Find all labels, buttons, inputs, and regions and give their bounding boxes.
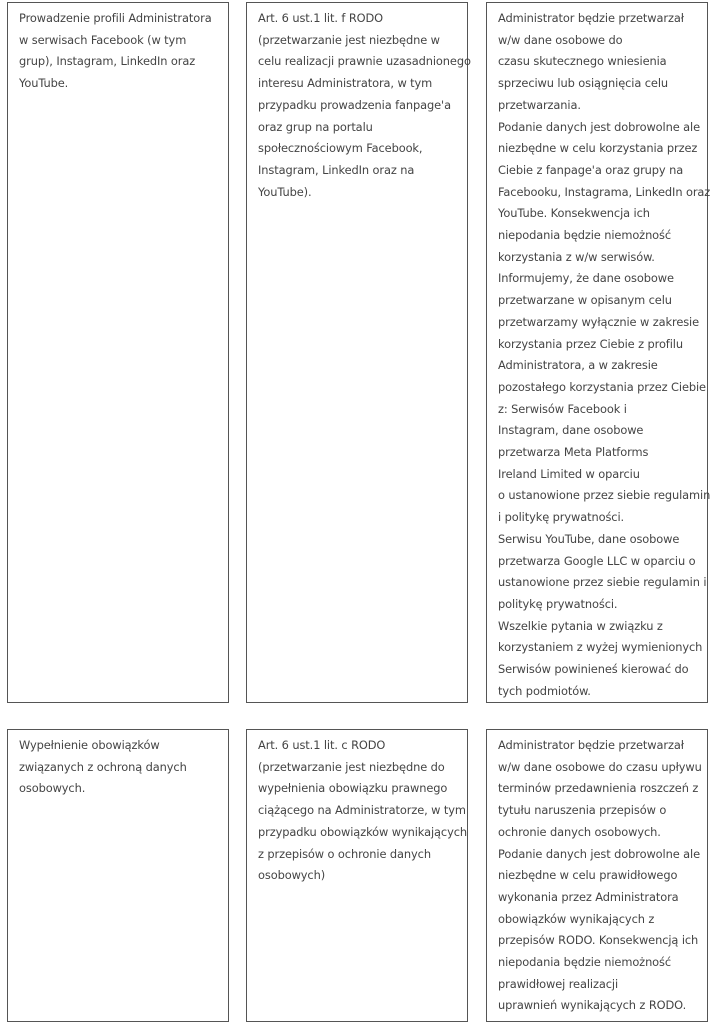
text-line: przetwarzamy wyłącznie w zakresie (498, 314, 700, 329)
row2-purpose-cell (7, 729, 229, 1022)
text-line: korzystaniem z wyżej wymienionych (498, 640, 703, 655)
text-line: ochronie danych osobowych. (498, 824, 661, 839)
text-line: Ciebie z fanpage'a oraz grupy na (498, 162, 684, 177)
text-line: z przepisów o ochronie danych (258, 846, 431, 861)
text-line: ciążącego na Administratorze, w tym (258, 803, 466, 818)
text-line: związanych z ochroną danych (19, 759, 187, 774)
text-line: Administrator będzie przetwarzał (498, 738, 684, 752)
text-line: niezbędne w celu prawidłowego (498, 868, 678, 883)
text-line: przypadku prowadzenia fanpage'a (258, 97, 451, 112)
text-line: Podanie danych jest dobrowolne ale (498, 846, 701, 861)
text-line: uprawnień wynikających z RODO. (498, 998, 687, 1013)
text-line: Administrator będzie przetwarzał (498, 11, 684, 25)
text-line: Art. 6 ust.1 lit. f RODO (258, 11, 384, 25)
text-line: niepodania będzie niemożność (498, 955, 672, 970)
text-line: w/w dane osobowe do czasu upływu (498, 759, 702, 774)
text-line: przetwarzania. (498, 97, 581, 112)
text-line: (przetwarzanie jest niezbędne do (258, 759, 445, 774)
text-line: Facebooku, Instagrama, LinkedIn oraz (498, 184, 711, 199)
text-line: w/w dane osobowe do (498, 32, 623, 47)
text-line: o ustanowione przez siebie regulamin (498, 488, 711, 503)
text-line: przetwarzane w opisanym celu (498, 293, 672, 308)
text-line: przypadku obowiązków wynikających (258, 824, 468, 839)
text-line: w serwisach Facebook (w tym (19, 32, 187, 47)
text-line: korzystania przez Ciebie z profilu (498, 336, 683, 351)
text-line: ustanowione przez siebie regulamin i (498, 575, 707, 590)
text-line: politykę prywatności. (498, 596, 618, 611)
text-line: prawidłowej realizacji (498, 976, 619, 991)
text-line: wykonania przez Administratora (498, 889, 679, 904)
text-line: Instagram, LinkedIn oraz na (258, 162, 415, 177)
row2-retention-cell (486, 729, 708, 1022)
text-line: YouTube. (19, 76, 69, 91)
text-line: czasu skutecznego wniesienia (498, 54, 667, 69)
text-line: celu realizacji prawnie uzasadnionego (258, 54, 471, 69)
row1-legal-basis-cell (246, 2, 471, 703)
text-line: Ireland Limited w oparciu (498, 466, 640, 481)
text-line: Instagram, dane osobowe (498, 423, 644, 438)
text-line: przetwarza Meta Platforms (498, 445, 649, 460)
text-line: Prowadzenie profili Administratora (19, 11, 212, 25)
text-line: przetwarza Google LLC w oparciu o (498, 553, 696, 568)
text-line: Serwisów powinieneś kierować do (498, 662, 689, 677)
text-line: Podanie danych jest dobrowolne ale (498, 119, 701, 134)
text-line: społecznościowym Facebook, (258, 141, 423, 156)
text-line: osobowych. (19, 781, 86, 796)
text-line: niepodania będzie niemożność (498, 228, 672, 243)
text-line: Informujemy, że dane osobowe (498, 271, 674, 286)
text-line: tych podmiotów. (498, 683, 591, 698)
text-line: YouTube). (258, 184, 312, 199)
text-line: Administratora, a w zakresie (498, 358, 658, 373)
row1-retention-cell (486, 2, 711, 703)
text-line: oraz grup na portalu (258, 119, 373, 134)
text-line: sprzeciwu lub osiągnięcia celu (498, 76, 669, 91)
text-line: Art. 6 ust.1 lit. c RODO (258, 738, 386, 752)
text-line: obowiązków wynikających z (498, 911, 655, 926)
text-line: Serwisu YouTube, dane osobowe (498, 531, 680, 546)
text-line: z: Serwisów Facebook i (498, 401, 627, 416)
text-line: korzystania z w/w serwisów. (498, 249, 655, 264)
text-line: pozostałego korzystania przez Ciebie (498, 379, 706, 394)
text-line: niezbędne w celu korzystania przez (498, 141, 698, 156)
text-line: i politykę prywatności. (498, 510, 625, 525)
row2-legal-basis-cell (246, 729, 468, 1022)
text-line: osobowych) (258, 868, 326, 883)
text-line: Wszelkie pytania w związku z (498, 618, 663, 633)
text-line: tytułu naruszenia przepisów o (498, 803, 667, 818)
text-line: przepisów RODO. Konsekwencją ich (498, 933, 699, 948)
text-line: Wypełnienie obowiązków (19, 738, 160, 752)
text-line: YouTube. Konsekwencja ich (498, 206, 650, 221)
text-line: terminów przedawnienia roszczeń z (498, 781, 699, 796)
row1-purpose-cell (7, 2, 229, 703)
text-line: (przetwarzanie jest niezbędne w (258, 32, 440, 47)
text-line: grup), Instagram, LinkedIn oraz (19, 54, 196, 69)
text-line: wypełnienia obowiązku prawnego (258, 781, 448, 796)
text-line: interesu Administratora, w tym (258, 76, 433, 91)
